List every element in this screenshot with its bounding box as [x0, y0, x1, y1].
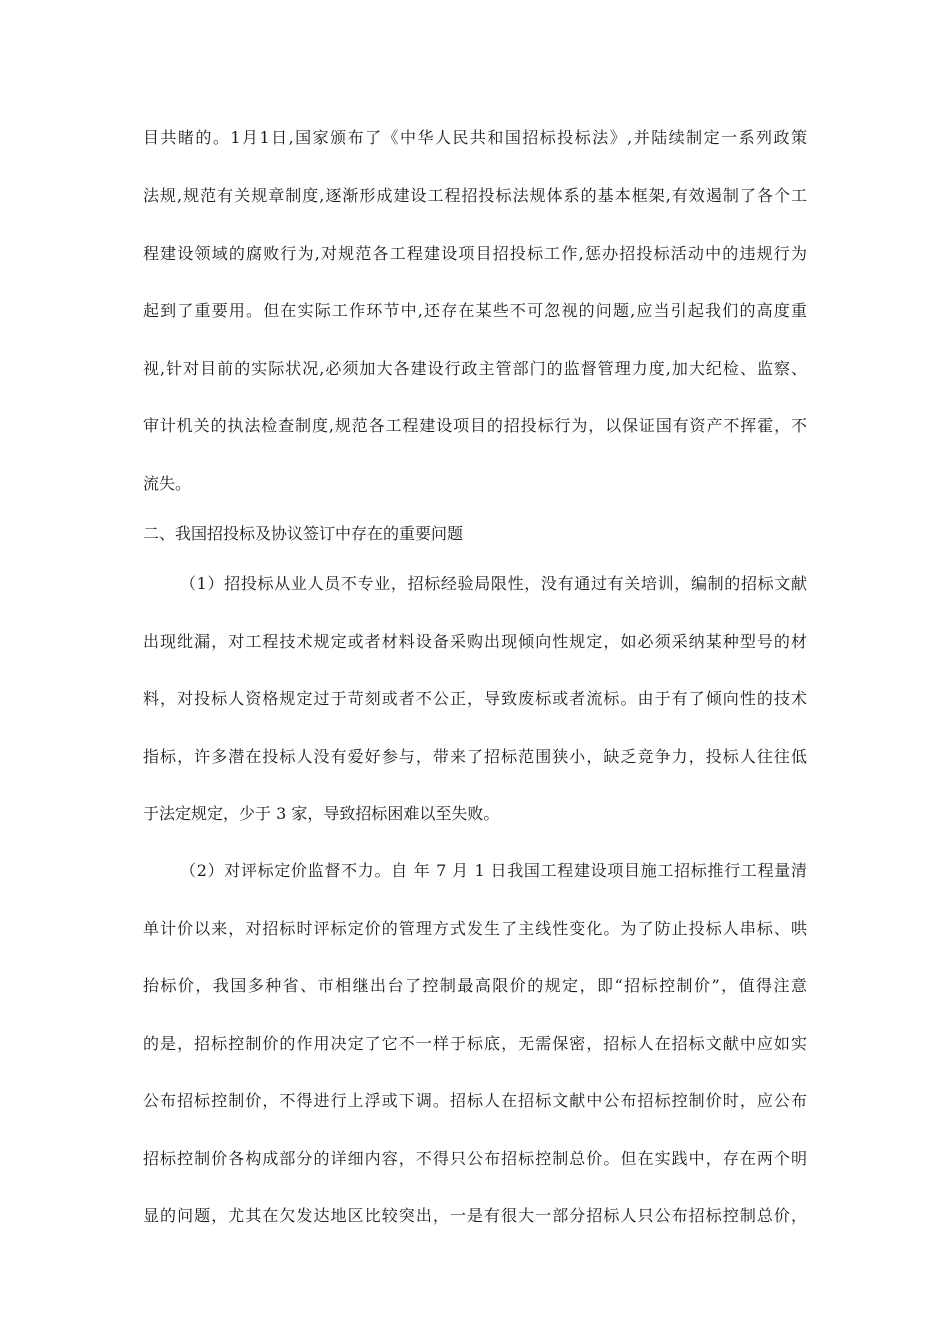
paragraph-line: （1）招投标从业人员不专业，招标经验局限性，没有通过有关培训，编制的招标文献: [180, 574, 807, 593]
paragraph-line: 公布招标控制价，不得进行上浮或下调。招标人在招标文献中公布招标控制价时，应公布: [143, 1091, 807, 1110]
paragraph-line: 目共睹的。1月1日,国家颁布了《中华人民共和国招标投标法》,并陆续制定一系列政策: [143, 128, 807, 147]
paragraph-line: 的是，招标控制价的作用决定了它不一样于标底，无需保密，招标人在招标文献中应如实: [143, 1034, 807, 1053]
paragraph-line: 起到了重要用。但在实际工作环节中,还存在某些不可忽视的问题,应当引起我们的高度重: [143, 301, 807, 320]
paragraph-line: 程建设领域的腐败行为,对规范各工程建设项目招投标工作,惩办招投标活动中的违规行为: [143, 244, 807, 263]
paragraph-line: 显的问题，尤其在欠发达地区比较突出，一是有很大一部分招标人只公布招标控制总价，: [143, 1206, 807, 1225]
paragraph-line: 出现纰漏，对工程技术规定或者材料设备采购出现倾向性规定，如必须采纳某种型号的材: [143, 632, 807, 651]
paragraph-line: 视,针对目前的实际状况,必须加大各建设行政主管部门的监督管理力度,加大纪检、监察、: [143, 359, 807, 378]
paragraph-line: （2）对评标定价监督不力。自 年 7 月 1 日我国工程建设项目施工招标推行工程量清: [180, 861, 807, 880]
paragraph-line: 法规,规范有关规章制度,逐渐形成建设工程招投标法规体系的基本框架,有效遏制了各个工: [143, 186, 807, 205]
paragraph-line: 招标控制价各构成部分的详细内容，不得只公布招标控制总价。但在实践中，存在两个明: [143, 1149, 807, 1168]
paragraph-line: 指标，许多潜在投标人没有爱好参与，带来了招标范围狭小，缺乏竞争力，投标人往往低: [143, 747, 807, 766]
paragraph-line: 料，对投标人资格规定过于苛刻或者不公正，导致废标或者流标。由于有了倾向性的技术: [143, 689, 807, 708]
paragraph-line: 流失。: [143, 474, 192, 493]
paragraph-line: 审计机关的执法检查制度,规范各工程建设项目的招投标行为，以保证国有资产不挥霍，不: [143, 416, 807, 435]
paragraph-line: 抬标价，我国多种省、市相继出台了控制最高限价的规定，即“招标控制价”，值得注意: [143, 976, 807, 995]
paragraph-line: 单计价以来，对招标时评标定价的管理方式发生了主线性变化。为了防止投标人串标、哄: [143, 919, 807, 938]
paragraph-line: 于法定规定，少于 3 家，导致招标困难以至失败。: [143, 804, 500, 823]
section-heading: 二、我国招投标及协议签订中存在的重要问题: [143, 524, 464, 543]
